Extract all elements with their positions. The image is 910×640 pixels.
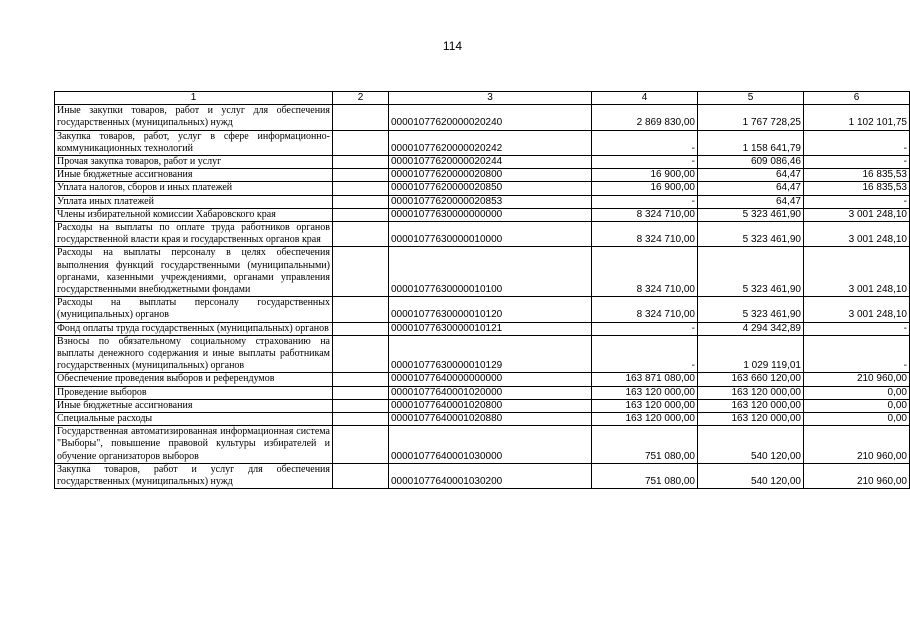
row-value-5: 163 660 120,00: [698, 373, 804, 386]
row-column-2: [333, 182, 389, 195]
table-row: [55, 426, 910, 464]
row-code: 00001077620000020853: [389, 195, 592, 208]
row-value-4: 2 869 830,00: [592, 105, 698, 130]
row-column-2: [333, 222, 389, 247]
row-value-5: 5 323 461,90: [698, 297, 804, 322]
row-value-4: -: [592, 130, 698, 155]
row-value-4: 8 324 710,00: [592, 297, 698, 322]
row-description: Расходы на выплаты персоналу в целях обеспечения выполнения функций государственными (муниципальными) органами, казенными учреждениями, органами управления государственными внебюджетными фондами: [55, 247, 333, 297]
row-value-4: 16 900,00: [592, 169, 698, 182]
row-value-4: 8 324 710,00: [592, 247, 698, 297]
table-row: [55, 130, 910, 155]
row-code: 00001077630000010000: [389, 222, 592, 247]
row-value-5: 163 120 000,00: [698, 413, 804, 426]
table-row: [55, 169, 910, 182]
row-column-2: [333, 322, 389, 335]
row-column-2: [333, 208, 389, 221]
table-row: [55, 156, 910, 169]
row-description: Иные бюджетные ассигнования: [55, 399, 333, 412]
row-value-5: 1 029 119,01: [698, 335, 804, 373]
row-column-2: [333, 247, 389, 297]
row-value-5: 1 158 641,79: [698, 130, 804, 155]
row-code: 00001077630000010121: [389, 322, 592, 335]
column-header: 5: [698, 92, 804, 105]
row-column-2: [333, 463, 389, 488]
row-column-2: [333, 105, 389, 130]
table-row: [55, 399, 910, 412]
row-code: 00001077630000010100: [389, 247, 592, 297]
row-value-6: -: [804, 322, 910, 335]
row-column-2: [333, 156, 389, 169]
row-code: 00001077630000010120: [389, 297, 592, 322]
row-value-4: 163 871 080,00: [592, 373, 698, 386]
table-row: [55, 322, 910, 335]
row-value-4: 163 120 000,00: [592, 413, 698, 426]
row-description: Уплата налогов, сборов и иных платежей: [55, 182, 333, 195]
row-value-6: -: [804, 130, 910, 155]
row-column-2: [333, 195, 389, 208]
row-value-6: 210 960,00: [804, 426, 910, 464]
table-row: [55, 222, 910, 247]
row-value-4: 163 120 000,00: [592, 399, 698, 412]
row-description: Проведение выборов: [55, 386, 333, 399]
row-value-6: 16 835,53: [804, 169, 910, 182]
row-value-6: 210 960,00: [804, 463, 910, 488]
table-row: [55, 373, 910, 386]
row-column-2: [333, 386, 389, 399]
row-value-5: 64,47: [698, 195, 804, 208]
table-row: [55, 335, 910, 373]
row-value-6: -: [804, 156, 910, 169]
row-value-6: 0,00: [804, 399, 910, 412]
table-row: [55, 195, 910, 208]
row-code: 00001077620000020850: [389, 182, 592, 195]
row-code: 00001077630000000000: [389, 208, 592, 221]
row-value-4: 16 900,00: [592, 182, 698, 195]
row-value-6: 3 001 248,10: [804, 247, 910, 297]
row-code: 00001077640001020880: [389, 413, 592, 426]
row-value-5: 163 120 000,00: [698, 386, 804, 399]
row-value-4: 163 120 000,00: [592, 386, 698, 399]
row-value-4: 751 080,00: [592, 426, 698, 464]
table-header-row: [55, 92, 910, 105]
row-value-5: 64,47: [698, 182, 804, 195]
table-row: [55, 386, 910, 399]
row-column-2: [333, 413, 389, 426]
row-value-4: 751 080,00: [592, 463, 698, 488]
row-description: Расходы на выплаты персоналу государственных (муниципальных) органов: [55, 297, 333, 322]
row-value-4: 8 324 710,00: [592, 208, 698, 221]
row-description: Специальные расходы: [55, 413, 333, 426]
table-row: [55, 105, 910, 130]
row-code: 00001077640001020000: [389, 386, 592, 399]
row-description: Уплата иных платежей: [55, 195, 333, 208]
row-value-6: 3 001 248,10: [804, 208, 910, 221]
row-description: Обеспечение проведения выборов и референдумов: [55, 373, 333, 386]
row-value-6: 0,00: [804, 413, 910, 426]
row-value-4: -: [592, 335, 698, 373]
column-header: 3: [389, 92, 592, 105]
row-code: 00001077620000020242: [389, 130, 592, 155]
row-code: 00001077630000010129: [389, 335, 592, 373]
row-column-2: [333, 169, 389, 182]
row-description: Иные закупки товаров, работ и услуг для обеспечения государственных (муниципальных) нужд: [55, 105, 333, 130]
row-description: Прочая закупка товаров, работ и услуг: [55, 156, 333, 169]
row-code: 00001077640001020800: [389, 399, 592, 412]
row-value-5: 609 086,46: [698, 156, 804, 169]
table-row: [55, 413, 910, 426]
row-value-4: 8 324 710,00: [592, 222, 698, 247]
row-column-2: [333, 373, 389, 386]
row-value-5: 163 120 000,00: [698, 399, 804, 412]
row-column-2: [333, 297, 389, 322]
column-header: 2: [333, 92, 389, 105]
row-value-6: 3 001 248,10: [804, 297, 910, 322]
row-description: Взносы по обязательному социальному страхованию на выплаты денежного содержания и иные выплаты работникам государственных (муниципальных) органов: [55, 335, 333, 373]
row-value-5: 5 323 461,90: [698, 208, 804, 221]
row-value-4: -: [592, 156, 698, 169]
row-value-5: 5 323 461,90: [698, 222, 804, 247]
row-column-2: [333, 399, 389, 412]
row-description: Расходы на выплаты по оплате труда работников органов государственной власти края и государственных органов края: [55, 222, 333, 247]
row-description: Закупка товаров, работ, услуг в сфере информационно-коммуникационных технологий: [55, 130, 333, 155]
row-value-5: 1 767 728,25: [698, 105, 804, 130]
row-value-6: -: [804, 335, 910, 373]
row-value-6: 210 960,00: [804, 373, 910, 386]
row-value-6: 0,00: [804, 386, 910, 399]
row-value-6: -: [804, 195, 910, 208]
row-value-5: 4 294 342,89: [698, 322, 804, 335]
table-row: [55, 463, 910, 488]
row-description: Иные бюджетные ассигнования: [55, 169, 333, 182]
row-value-5: 540 120,00: [698, 463, 804, 488]
row-code: 00001077620000020800: [389, 169, 592, 182]
row-code: 00001077620000020240: [389, 105, 592, 130]
row-value-4: -: [592, 195, 698, 208]
table-row: [55, 297, 910, 322]
row-value-6: 1 102 101,75: [804, 105, 910, 130]
row-description: Члены избирательной комиссии Хабаровского края: [55, 208, 333, 221]
column-header: 1: [55, 92, 333, 105]
table-row: [55, 247, 910, 297]
row-code: 00001077620000020244: [389, 156, 592, 169]
row-value-5: 5 323 461,90: [698, 247, 804, 297]
row-value-5: 540 120,00: [698, 426, 804, 464]
row-code: 00001077640001030200: [389, 463, 592, 488]
row-code: 00001077640001030000: [389, 426, 592, 464]
row-value-6: 16 835,53: [804, 182, 910, 195]
row-value-6: 3 001 248,10: [804, 222, 910, 247]
row-column-2: [333, 335, 389, 373]
table-row: [55, 208, 910, 221]
column-header: 6: [804, 92, 910, 105]
row-description: Закупка товаров, работ и услуг для обеспечения государственных (муниципальных) нужд: [55, 463, 333, 488]
budget-table: [54, 91, 910, 489]
column-header: 4: [592, 92, 698, 105]
row-column-2: [333, 130, 389, 155]
row-code: 00001077640000000000: [389, 373, 592, 386]
row-description: Государственная автоматизированная информационная система "Выборы", повышение правовой культуры избирателей и обучение организаторов выборов: [55, 426, 333, 464]
row-description: Фонд оплаты труда государственных (муниципальных) органов: [55, 322, 333, 335]
row-column-2: [333, 426, 389, 464]
page-number: 114: [442, 39, 463, 53]
row-value-4: -: [592, 322, 698, 335]
table-row: [55, 182, 910, 195]
row-value-5: 64,47: [698, 169, 804, 182]
